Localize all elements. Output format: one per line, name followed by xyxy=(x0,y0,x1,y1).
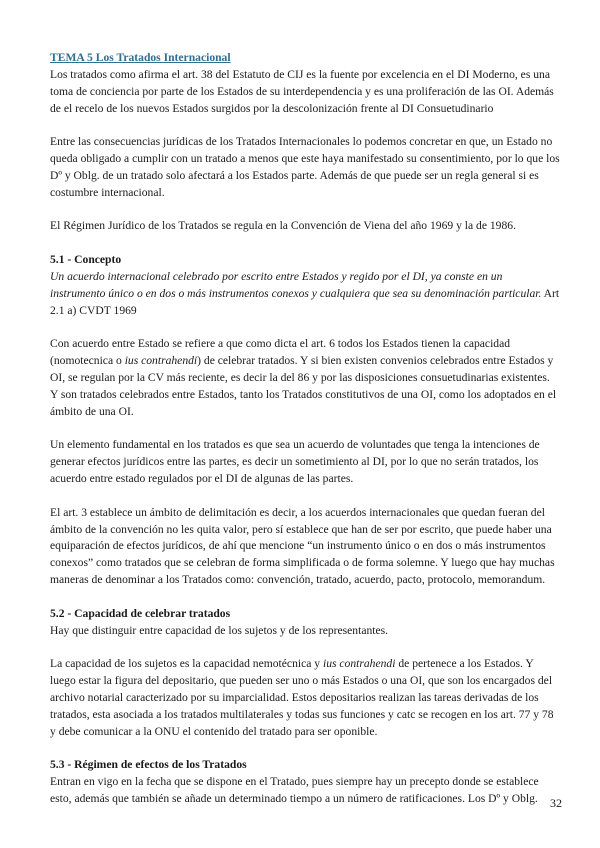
capacidad-paragraph-2 xyxy=(50,656,560,741)
section-heading-concepto: 5.1 - Concepto xyxy=(50,252,122,266)
capacidad-italic-term: ius contrahendi xyxy=(322,657,396,671)
concepto-paragraph-3: El art. 3 establece un ámbito de delimitación es decir, a los acuerdos internacionales que quedan fueran del ámbito de la convención no les quita valor, pero sí establece que han de ser por escrito, que puede haber una equiparación de efectos jurídicos, de ahí que mencione “un instrumento único o en dos o más instrumentos conexos” como tratados que se celebran de forma simplificada o de forma solemne. Y luego que hay muchas maneras de denominar a los Tratados como: convención, tratado, acuerdo, pacto, protocolo, memorandum. xyxy=(50,505,555,587)
consequences-paragraph: Entre las consecuencias jurídicas de los Tratados Internacionales lo podemos concretar en que, un Estado no queda obligado a cumplir con un tratado a menos que este haya manifestado su consentimiento, por lo que los Dº y Oblg. de un tratado solo afectará a los Estados parte. Además de que puede ser un regla general si es costumbre internacional. xyxy=(50,135,560,199)
document-page xyxy=(50,50,560,808)
efectos-paragraph-1: Entran en vigo en la fecha que se dispone en el Tratado, pues siempre hay un precepto donde se establece esto, además que también se añade un determinado tiempo a un número de ratificaciones. Los Dº y Oblg. xyxy=(50,775,539,806)
definition-citation: Art 2.1 a) CVDT 1969 xyxy=(50,286,560,317)
page-title: TEMA 5 Los Tratados Internacional xyxy=(50,51,231,64)
capacidad-text-b: de pertenece a los Estados. Y luego estar la figura del depositario, que pueden ser uno o más Estados o una OI, que son los encargados del archivo notarial caracterizado por su imparcialidad. Estos depositarios realizan las tareas derivadas de los tratados, esta asociada a los tratados multilaterales y todas sus funciones y catc se recogen en los art. 77 y 78 y debe comunicar a la ONU el contenido del tratado para ser oponible. xyxy=(50,657,554,738)
page-number: 32 xyxy=(550,796,562,810)
legal-regime-paragraph: El Régimen Jurídico de los Tratados se regula en la Convención de Viena del año 1969 y la de 1986. xyxy=(50,219,516,233)
section-heading-capacidad: 5.2 - Capacidad de celebrar tratados xyxy=(50,606,231,620)
concepto-italic-term: ius contrahendi xyxy=(124,354,198,368)
definition-text: Un acuerdo internacional celebrado por escrito entre Estados y regido por el DI, ya conste en un instrumento único o en dos o más instrumentos conexos y cualquiera que sea su denominación particular. xyxy=(50,269,542,300)
capacidad-text-a: La capacidad de los sujetos es la capacidad nemotécnica y xyxy=(50,657,323,671)
section-heading-efectos: 5.3 - Régimen de efectos de los Tratados xyxy=(50,758,247,772)
definition-paragraph xyxy=(50,269,560,320)
concepto-paragraph-1 xyxy=(50,336,560,421)
concepto-text-b: ) de celebrar tratados. Y si bien existen convenios celebrados entre Estados y OI, se regulan por la CV más reciente, es decir la del 86 y por las disposiciones consuetudinarias existentes. Y son tratados celebrados entre Estados, tanto los Tratados constitutivos de una OI, como los adoptados en el ámbito de una OI. xyxy=(50,354,557,418)
concepto-paragraph-2: Un elemento fundamental en los tratados es que sea un acuerdo de voluntades que tenga la intenciones de generar efectos jurídicos entre las partes, es decir un sometimiento al DI, por lo que no serán tratados, los acuerdo entre estado regulados por el DI de algunas de las partes. xyxy=(50,438,540,486)
intro-paragraph: Los tratados como afirma el art. 38 del Estatuto de CIJ es la fuente por excelencia en el DI Moderno, es una toma de conciencia por parte de los Estados de su interdependencia y es una proliferación de las OI. Además de el recelo de los nuevos Estados surgidos por la descolonización frente al DI Consuetudinario xyxy=(50,67,554,115)
capacidad-paragraph-1: Hay que distinguir entre capacidad de los sujetos y de los representantes. xyxy=(50,623,389,637)
concepto-text-a: Con acuerdo entre Estado se refiere a que como dicta el art. 6 todos los Estados tienen la capacidad (nomotecnica o xyxy=(50,337,511,368)
